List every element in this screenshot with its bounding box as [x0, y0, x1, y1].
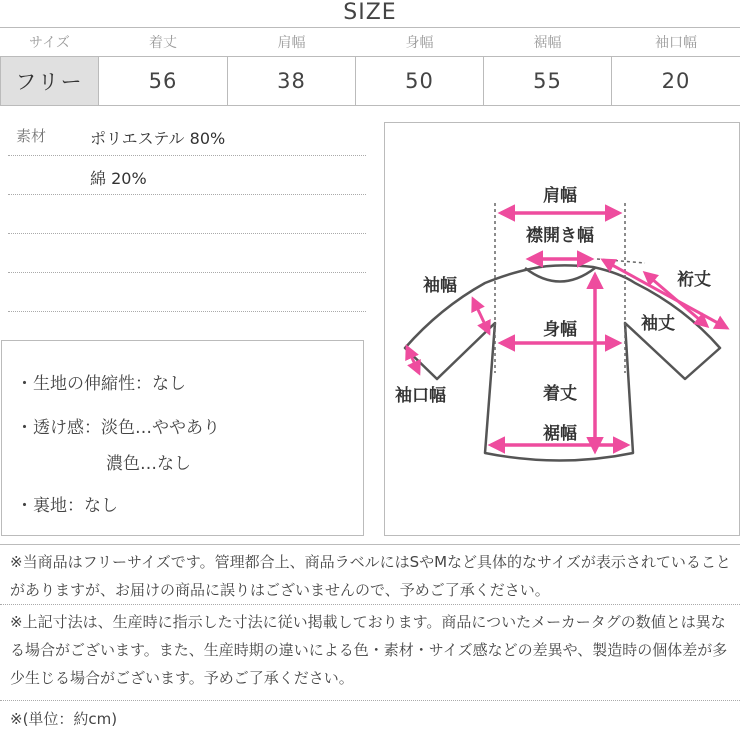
header-hem-width: 裾幅 [533, 35, 562, 51]
note-measurements: ※上記寸法は、生産時に指示した寸法に従い掲載しております。商品についたメーカータグの数値とは異なる場合がございます。また、生産時期の違いによる色・素材・サイズ感などの差異や、製造時の個体差が多少生じる場合がございます。予めご了承ください。 [10, 613, 728, 687]
feature-stretch: ・生地の伸縮性：なし [16, 374, 186, 394]
header-length: 着丈 [149, 35, 177, 51]
material-divider [8, 311, 366, 312]
material-label: 素材 [16, 127, 47, 145]
label-length: 着丈 [543, 384, 577, 404]
features-box [1, 340, 364, 536]
label-cuff: 袖口幅 [395, 386, 446, 406]
material-divider [8, 194, 366, 195]
sleeve-width-arrow [473, 299, 489, 333]
material-line-2: 綿 20% [90, 169, 147, 188]
label-shoulder: 肩幅 [543, 186, 577, 206]
label-body-width: 身幅 [543, 320, 577, 340]
cell-shoulder: 38 [228, 57, 356, 106]
cell-length: 56 [99, 57, 228, 106]
page-title: SIZE [343, 0, 397, 25]
header-cuff-width: 袖口幅 [655, 35, 697, 51]
header-size: サイズ [29, 35, 70, 51]
header-shoulder: 肩幅 [277, 35, 306, 51]
label-hem: 裾幅 [543, 424, 577, 444]
cell-cuff-width: 20 [612, 57, 740, 106]
feature-lining: ・裏地：なし [16, 496, 118, 516]
label-sleeve-width: 袖幅 [423, 276, 457, 296]
feature-sheer: ・透け感：淡色…ややあり [16, 418, 220, 438]
unit-note: ※(単位：約cm) [10, 710, 118, 728]
label-sleeve-length: 袖丈 [641, 314, 675, 334]
measurement-diagram [384, 122, 740, 536]
label-neck: 襟開き幅 [526, 226, 594, 246]
note-divider [0, 700, 740, 701]
notes-divider [0, 544, 740, 545]
note-free-size: ※当商品はフリーサイズです。管理都合上、商品ラベルにはSやMなど具体的なサイズが表示されていることがありますが、お届けの商品に誤りはございませんので、予めご了承ください。 [10, 553, 731, 599]
cell-size: フリー [1, 57, 99, 106]
garment-illustration [385, 123, 740, 537]
material-line-1: ポリエステル 80% [90, 129, 226, 148]
size-table-header [1, 28, 740, 57]
feature-sheer-dark: 濃色…なし [106, 454, 191, 474]
note-divider [0, 604, 740, 605]
header-body-width: 身幅 [405, 35, 434, 51]
table-row [1, 57, 740, 106]
cell-hem-width: 55 [484, 57, 612, 106]
cell-body-width: 50 [356, 57, 484, 106]
material-divider [8, 233, 366, 234]
size-table [0, 28, 740, 106]
material-divider [8, 155, 366, 156]
material-divider [8, 272, 366, 273]
label-yuki: 裄丈 [677, 270, 711, 290]
neckline [525, 268, 595, 282]
